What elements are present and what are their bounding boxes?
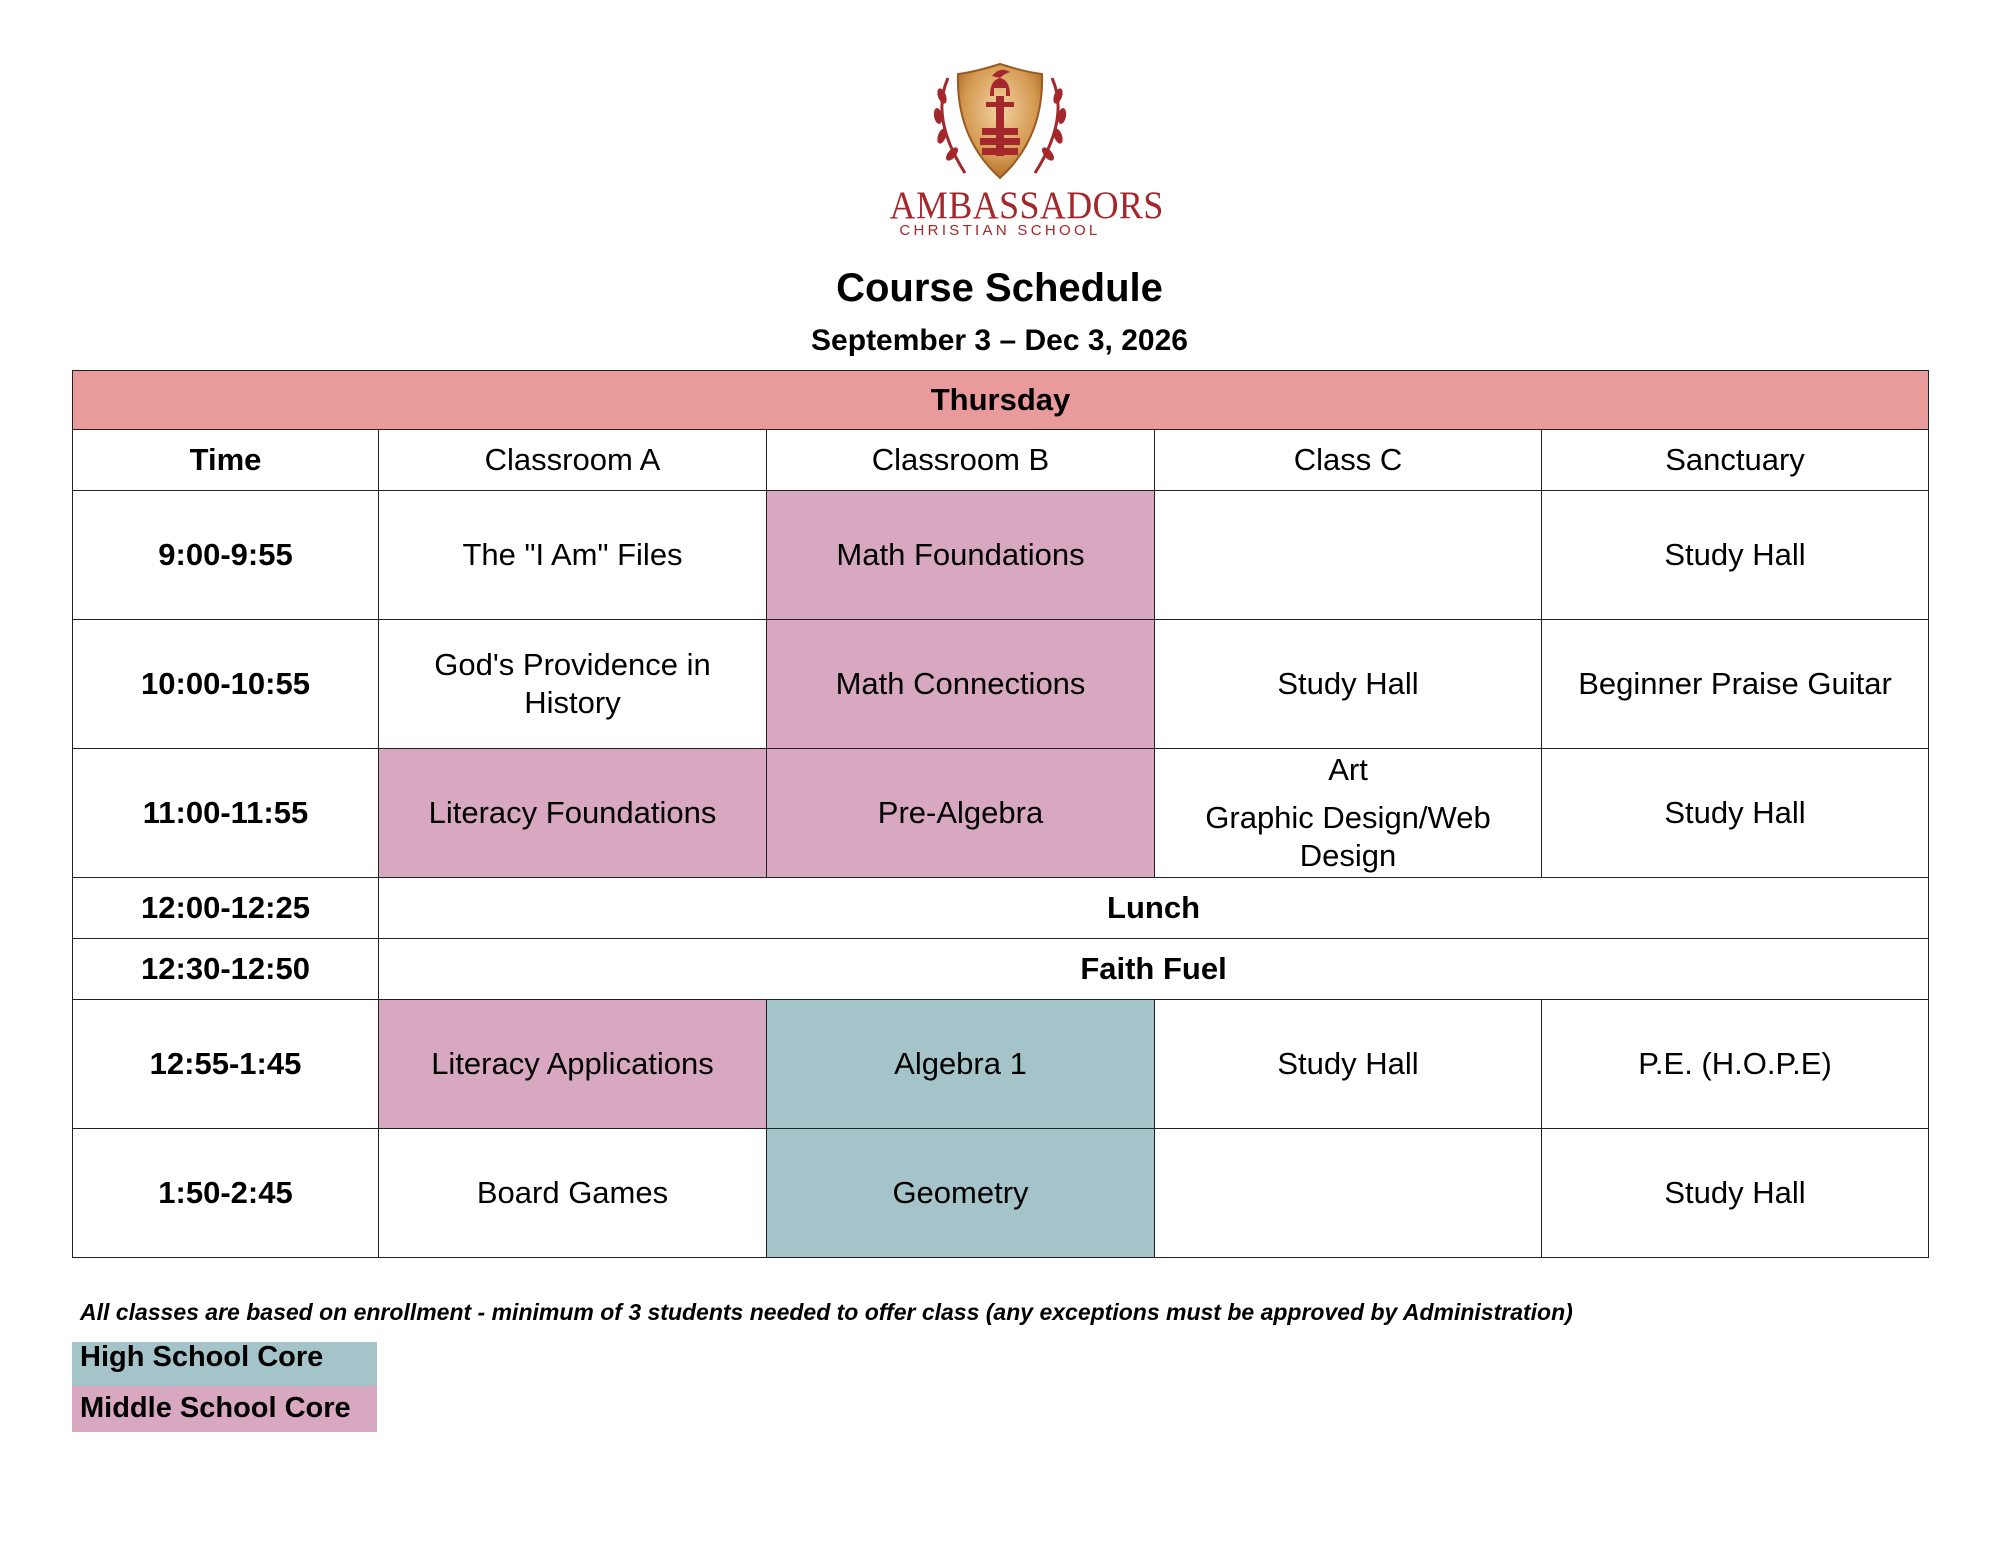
time-cell: 9:00-9:55 [73, 491, 379, 620]
class-cell: Board Games [379, 1129, 767, 1258]
column-header-time: Time [73, 430, 379, 491]
class-cell: Beginner Praise Guitar [1542, 620, 1929, 749]
class-cell: Study Hall [1155, 1000, 1542, 1129]
legend-middle-school: Middle School Core [72, 1386, 377, 1432]
column-header-class-c: Class C [1155, 430, 1542, 491]
faith-fuel-cell: Faith Fuel [379, 939, 1929, 1000]
time-cell: 12:30-12:50 [73, 939, 379, 1000]
class-cell: Study Hall [1542, 749, 1929, 878]
time-cell: 1:50-2:45 [73, 1129, 379, 1258]
crest-icon [920, 58, 1080, 188]
column-header-classroom-a: Classroom A [379, 430, 767, 491]
class-line: Art [1328, 752, 1368, 787]
class-cell: Study Hall [1542, 1129, 1929, 1258]
time-cell: 12:55-1:45 [73, 1000, 379, 1129]
date-range: September 3 – Dec 3, 2026 [811, 324, 1188, 357]
school-subtitle: CHRISTIAN SCHOOL [899, 222, 1101, 239]
class-cell: The "I Am" Files [379, 491, 767, 620]
column-header-sanctuary: Sanctuary [1542, 430, 1929, 491]
class-cell [1155, 491, 1542, 620]
time-cell: 10:00-10:55 [73, 620, 379, 749]
class-cell: God's Providence in History [379, 620, 767, 749]
class-line: Graphic Design/Web Design [1205, 800, 1491, 873]
page-title: Course Schedule [836, 266, 1163, 310]
class-cell-multi [1155, 749, 1542, 878]
color-legend [72, 1342, 377, 1432]
class-cell: Study Hall [1155, 620, 1542, 749]
legend-high-school: High School Core [72, 1342, 377, 1386]
enrollment-note: All classes are based on enrollment - minimum of 3 students needed to offer class (any exceptions must be approved by Administration) [80, 1299, 1573, 1325]
time-cell: 11:00-11:55 [73, 749, 379, 878]
column-header-classroom-b: Classroom B [767, 430, 1155, 491]
table-row [73, 749, 1929, 878]
time-cell: 12:00-12:25 [73, 878, 379, 939]
class-cell: Algebra 1 [767, 1000, 1155, 1129]
table-row [73, 878, 1929, 939]
table-row [73, 1129, 1929, 1258]
lunch-cell: Lunch [379, 878, 1929, 939]
class-cell: Geometry [767, 1129, 1155, 1258]
day-header: Thursday [73, 371, 1929, 430]
class-cell: Study Hall [1542, 491, 1929, 620]
class-cell: Math Foundations [767, 491, 1155, 620]
class-cell: Literacy Applications [379, 1000, 767, 1129]
school-logo [880, 58, 1164, 248]
table-row [73, 620, 1929, 749]
class-cell: Pre-Algebra [767, 749, 1155, 878]
class-cell: Literacy Foundations [379, 749, 767, 878]
class-cell: Math Connections [767, 620, 1155, 749]
table-row [73, 491, 1929, 620]
class-cell: P.E. (H.O.P.E) [1542, 1000, 1929, 1129]
table-row [73, 1000, 1929, 1129]
school-name: AMBASSADORS [889, 184, 1164, 227]
schedule-table [72, 370, 1929, 1258]
class-cell [1155, 1129, 1542, 1258]
table-row [73, 939, 1929, 1000]
